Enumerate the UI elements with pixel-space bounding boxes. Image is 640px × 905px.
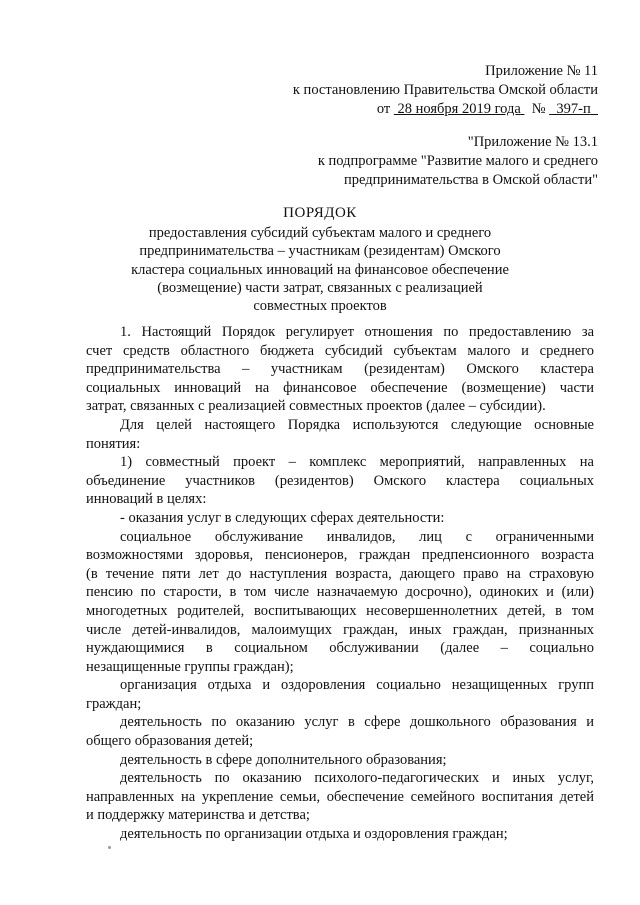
title-heading: ПОРЯДОК — [283, 205, 357, 221]
body-line: объединение участников (резидентов) Омского кластера социальных — [86, 472, 594, 489]
body-line: социальное обслуживание инвалидов, лиц с ограниченными — [120, 528, 594, 545]
header-resolution-ref: к постановлению Правительства Омской области — [292, 82, 598, 98]
body-line: незащищенные группы граждан); — [86, 658, 294, 675]
title-line: кластера социальных инноваций на финансовое обеспечение — [131, 261, 509, 278]
header-number-prefix: № — [531, 101, 546, 117]
body-line: затрат, связанных с реализацией совместных проектов (далее – субсидии). — [86, 398, 546, 415]
body-line: 1) совместный проект – комплекс мероприятий, направленных на — [120, 454, 594, 471]
body-line: деятельность по оказанию психолого-педагогических и иных услуг, — [120, 770, 594, 787]
subprogram-header — [318, 133, 598, 190]
body-line: нуждающимися в социальном обслуживании (далее – социально — [86, 640, 594, 657]
body-line: деятельность по оказанию услуг в сфере дошкольного образования и — [120, 714, 594, 731]
body-line: пенсию по старости, в том числе назначаемую досрочно), одиноких и (или) — [86, 584, 594, 601]
body-line: числе детей-инвалидов, малоимущих граждан, иных граждан, признанных — [86, 621, 594, 638]
document-body — [86, 323, 594, 844]
title-line: совместных проектов — [253, 298, 387, 315]
body-line: - оказания услуг в следующих сферах деятельности: — [120, 509, 445, 526]
resolution-header — [293, 62, 598, 119]
scan-dot — [108, 846, 111, 849]
appendix-subprogram-name: предпринимательства в Омской области" — [343, 172, 598, 188]
body-line: социальных инноваций на финансовое обеспечение (возмещение) части — [86, 379, 594, 396]
body-line: деятельность в сфере дополнительного образования; — [120, 751, 447, 768]
body-line: деятельность по организации отдыха и оздоровления граждан; — [120, 826, 508, 843]
body-line: и поддержку материнства и детства; — [86, 807, 310, 824]
body-line: граждан; — [86, 695, 142, 712]
body-line: многодетных родителей, воспитывающих несовершеннолетних детей, в том — [86, 602, 594, 619]
body-line: организация отдыха и оздоровления социально незащищенных групп — [120, 677, 594, 694]
header-number: 397-п — [556, 101, 591, 117]
body-line: счет средств областного бюджета субсидий субъектам малого и среднего — [86, 342, 594, 359]
header-date: 28 ноября 2019 года — [397, 101, 521, 117]
body-line: понятия: — [86, 435, 141, 452]
header-date-line — [293, 100, 598, 119]
appendix-subprogram-ref: к подпрограмме "Развитие малого и среднего — [317, 153, 598, 169]
body-line: возможностями здоровья, пенсионеров, граждан предпенсионного возраста — [86, 547, 594, 564]
header-appendix-number: Приложение № 11 — [485, 63, 598, 79]
body-line: предпринимательства – участникам (резидентам) Омского кластера — [86, 361, 594, 378]
title-line: (возмещение) части затрат, связанных с реализацией — [157, 279, 483, 296]
document-title — [0, 205, 640, 315]
body-line: 1. Настоящий Порядок регулирует отношения по предоставлению за — [120, 324, 594, 340]
appendix-number: "Приложение № 13.1 — [467, 134, 598, 150]
body-line: (в течение пяти лет до наступления возраста, дающего право на страховую — [86, 565, 594, 582]
body-line: общего образования детей; — [86, 733, 254, 750]
header-from-prefix: от — [376, 101, 391, 117]
body-line: направленных на укрепление семьи, обеспечение семейного воспитания детей — [86, 788, 594, 805]
body-line: Для целей настоящего Порядка используются следующие основные — [120, 416, 594, 433]
body-line: инноваций в целях: — [86, 491, 207, 508]
title-line: предоставления субсидий субъектам малого и среднего — [148, 225, 492, 241]
title-line: предпринимательства – участникам (резидентам) Омского — [139, 243, 501, 260]
